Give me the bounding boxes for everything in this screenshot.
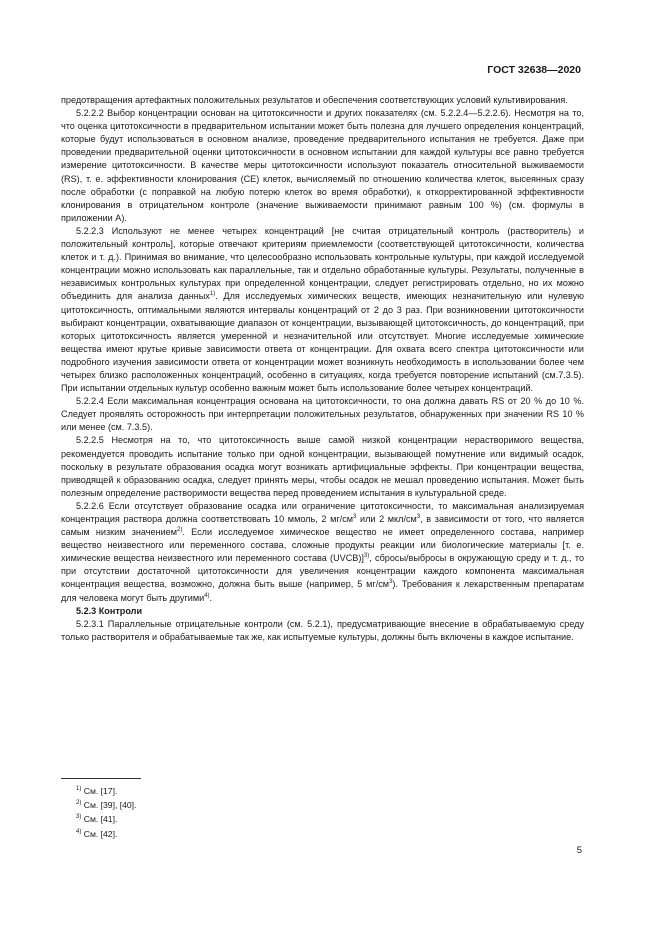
page-header-standard: ГОСТ 32638—2020	[487, 64, 581, 76]
paragraph-5-2-2-2: 5.2.2.2 Выбор концентрации основан на цитотоксичности и других показателях (см. 5.2.2.4—5.2.2.6). Несмотря на то, что оценка цитотоксичности в предварительном испытании может быть полезна для лучшего определения концентраций, которые будут использоваться в основном анализе, проведение предварительного испытания не требуется. Даже при проведении предварительной оценки цитотоксичности в основном испытании для каждой культуры все равно требуется измерение цитотоксичности. В качестве меры цитотоксичности используют показатель относительной выживаемости (RS), т. е. эффективности клонирования (CE) клеток, вычисляемый по отношению количества клеток, высеянных сразу после обработки (с поправкой на любую потерю клеток во время обработки), к откорректированной эффективности клонирования в отрицательном контроле (значение выживаемости принимают равным 100 %) (см. формулы в приложении А).	[61, 108, 584, 223]
footnote-divider	[61, 778, 141, 779]
body-text	[61, 94, 584, 644]
footnote-text: См. [17].	[81, 786, 118, 796]
footnote-1	[76, 784, 136, 798]
page-number: 5	[576, 845, 582, 856]
text-segment: , в зависимости от того, что является самым низким значением	[61, 514, 584, 538]
text-segment: .	[209, 592, 213, 603]
footnote-ref-1: 1)	[209, 291, 216, 298]
text-segment: или 2 мкл/см	[356, 514, 417, 524]
superscript-3: 3	[416, 514, 421, 520]
footnote-mark: 4)	[76, 828, 82, 835]
footnote-ref-4: 4)	[204, 592, 210, 599]
footnote-ref-2: 2)	[177, 527, 183, 534]
footnote-text: См. [42].	[81, 828, 118, 839]
superscript-3: 3	[389, 579, 393, 586]
footnote-3	[76, 812, 136, 826]
text-segment: ). Требования к лекарственным препаратам для человека могут быть другими	[61, 579, 584, 603]
paragraph-continuation: предотвращения артефактных положительных результатов и обеспечения соответствующих условий культивирования.	[61, 95, 568, 105]
paragraph-5-2-2-4: 5.2.2.4 Если максимальная концентрация основана на цитотоксичности, то она должна давать RS от 20 % до 10 %. Следует проявлять осторожность при интерпретации положительных результатов, обнаруженных при значении RS 10 % или менее (см. 7.3.5).	[61, 396, 584, 433]
footnote-mark: 2)	[76, 800, 82, 807]
footnote-text: См. [41].	[81, 814, 118, 825]
text-segment: 5.2.2.3 Используют не менее четырех концентраций [не считая отрицательный контроль (растворитель) и положительный контроль], которые отвечают критериям приемлемости (соответствующей цитотоксичности, количества клеток и т. д.). Принимая во внимание, что целесообразно использовать контрольные культуры, при каждой исследуемой концентрации можно использовать как параллельные, так и отдельно обработанные культуры. Результаты, полученные в независимых контрольных культурах при определенной концентрации, следует регистрировать отдельно, но их можно объединить для анализа данных	[61, 225, 584, 302]
paragraph-5-2-2-5: 5.2.2.5 Несмотря на то, что цитотоксичность выше самой низкой концентрации нерастворимого вещества, рекомендуется проводить испытание только при одной концентрации, вызывающей помутнение или видимый осадок, поскольку в результате образования осадка могут возникать артифициальные эффекты. При концентрации вещества, приводящей к образованию осадка, следует принять меры, чтобы осадок не мешал проведению испытания. Может быть полезным определение растворимости вещества перед проведением испытания в культуральной среде.	[61, 435, 584, 498]
footnote-ref-3: 3)	[363, 553, 370, 560]
text-segment: . Для исследуемых химических веществ, имеющих незначительную или нулевую цитотоксичность, оптимальными являются интервалы концентраций от 2 до 3 раз. При возникновении цитотоксичности выбирают концентрации, охватывающие диапазон от концентрации, вызывающей цитотоксичность, до концентраций, при которых цитотоксичность является умеренной и незначительной или отсутствует. Многие исследуемые химические вещества имеют крутые кривые зависимости ответа от концентрации. Для охвата всего спектра цитотоксичности или подробного изучения зависимости ответа от концентрации может возникнуть необходимость в использовании более чем четырех близко расположенных концентраций, особенно в ситуациях, когда требуется повторение испытаний (см.7.3.5). При испытании отдельных культур особенно важным может быть использование более четырех концентраций.	[61, 291, 584, 394]
footnotes	[76, 784, 136, 841]
paragraph-5-2-2-6	[61, 500, 584, 605]
footnote-2	[76, 798, 136, 812]
text-segment: , сбросы/выбросы в окружающую среду и т. д., то при отсутствии достаточной цитотоксичности для увеличения концентрации каждого компонента максимальная концентрация вещества, возможно, должна быть выше (например, 5 мг/см	[61, 553, 584, 590]
text-segment: 5.2.2.6 Если отсутствует образование осадка или ограничение цитотоксичности, то максимальная анализируемая концентрация раствора должна соответствовать 10 ммоль, 2 мг/см	[61, 500, 584, 524]
section-heading-controls: 5.2.3 Контроли	[76, 605, 143, 616]
footnote-mark: 3)	[76, 814, 82, 821]
paragraph-5-2-2-3	[61, 225, 584, 395]
paragraph-5-2-3-1: 5.2.3.1 Параллельные отрицательные контроли (см. 5.2.1), предусматривающие внесение в обрабатываемую среду только растворителя и обрабатываемые так же, как испытуемые культуры, должны быть включены в каждое испытание.	[61, 618, 584, 642]
text-segment: . Если исследуемое химическое вещество не имеет определенного состава, например вещество неизвестного или переменного состава, сложные продукты реакции или биологические материалы [т. е. химические вещества неизвестного или переменного состава (UVCB)]	[61, 527, 584, 564]
footnote-text: См. [39], [40].	[81, 800, 137, 811]
footnote-mark: 1)	[76, 786, 82, 792]
superscript-3: 3	[353, 514, 357, 520]
footnote-4	[76, 827, 136, 841]
